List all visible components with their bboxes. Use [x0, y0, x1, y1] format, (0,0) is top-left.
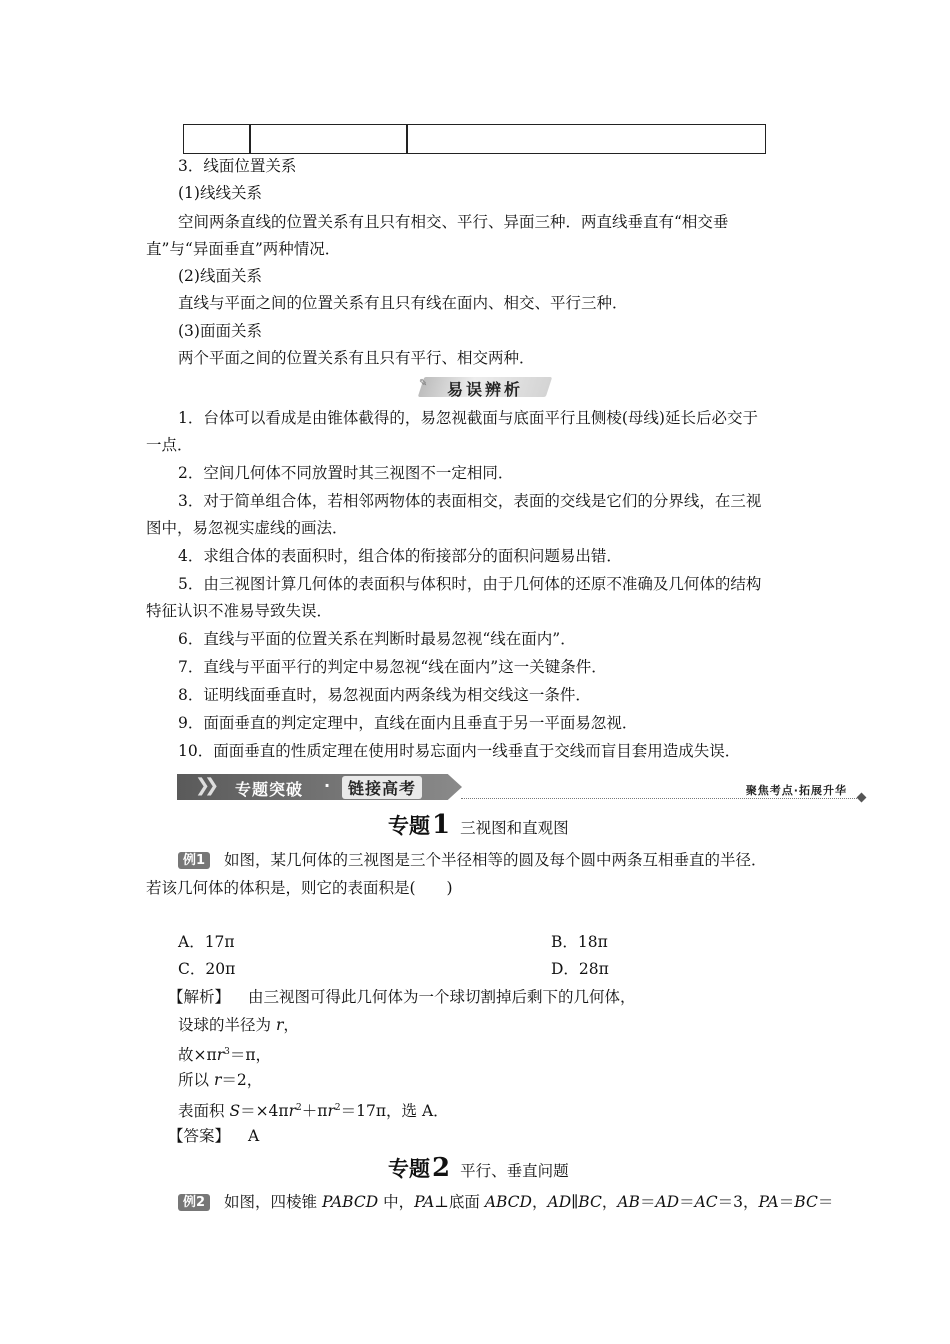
example-badge: 例2: [178, 1194, 210, 1211]
example-badge: 例1: [178, 852, 210, 869]
section-bar: [177, 774, 867, 800]
list-item: 9．面面垂直的判定定理中，直线在面内且垂直于另一平面易忽视．: [178, 714, 638, 732]
option-d: D．28π: [551, 960, 609, 978]
variable: PA: [414, 1193, 435, 1211]
question-text: ＝3，: [717, 1193, 759, 1211]
answer-label: 【答案】: [168, 1127, 231, 1145]
question-text: ＝: [679, 1193, 695, 1211]
exponent: 2: [334, 1103, 341, 1113]
topic-title: 平行、垂直问题: [460, 1162, 569, 1180]
table-fragment: [183, 124, 766, 154]
step-text: 故×π: [178, 1046, 217, 1065]
topic-number: 1: [432, 810, 451, 840]
double-chevron-icon: ❯❯: [195, 775, 214, 796]
answer-value: A: [248, 1127, 260, 1145]
exponent: 3: [224, 1047, 230, 1057]
option-b: B．18π: [551, 933, 608, 951]
list-item: 1．台体可以看成是由锥体截得的，易忽视截面与底面平行且侧棱(母线)延长后必交于: [178, 409, 758, 427]
example-question: [178, 850, 767, 870]
paragraph: 空间两条直线的位置关系有且只有相交、平行、异面三种．两直线垂直有“相交垂: [178, 213, 729, 231]
variable: ABCD: [484, 1193, 532, 1211]
question-text: ∥: [571, 1193, 579, 1211]
diamond-icon: [857, 793, 867, 803]
question-text: 如图，四棱锥: [224, 1193, 322, 1211]
question-text: 中，: [378, 1193, 415, 1211]
topic-number: 2: [432, 1153, 451, 1183]
subheading: (3)面面关系: [178, 322, 262, 340]
option-c: C．20π: [178, 960, 236, 978]
question-text: ，: [601, 1193, 618, 1211]
step-text: ＝17π，选 A．: [340, 1102, 449, 1121]
list-item: 图中，易忽视实虚线的画法．: [146, 519, 348, 537]
table-divider: [406, 125, 408, 153]
banner-title: 易误辨析: [446, 380, 523, 399]
step-text: ，: [283, 1016, 299, 1034]
solution-step: [178, 1070, 262, 1090]
step-text: 表面积: [178, 1102, 230, 1121]
paragraph: 直线与平面之间的位置关系有且只有线在面内、相交、平行三种．: [178, 294, 628, 312]
list-item: 一点．: [146, 436, 193, 454]
step-text: 设球的半径为: [178, 1016, 276, 1034]
section-heading: 3．线面位置关系: [178, 157, 297, 175]
variable: BC: [794, 1193, 818, 1211]
question-text: ＝: [778, 1193, 795, 1211]
variable: r: [275, 1016, 284, 1034]
list-item: 7．直线与平面平行的判定中易忽视“线在面内”这一关键条件．: [178, 658, 607, 676]
solution-step: [178, 1098, 449, 1121]
dotted-rule: [461, 798, 861, 799]
topic-title: 三视图和直观图: [460, 819, 569, 837]
variable: AB: [617, 1193, 640, 1211]
pen-icon: ✎: [419, 378, 428, 389]
analysis-label: 【解析】: [168, 988, 231, 1006]
list-item: 2．空间几何体不同放置时其三视图不一定相同．: [178, 464, 514, 482]
list-item: 6．直线与平面的位置关系在判断时最易忽视“线在面内”．: [178, 630, 576, 648]
analysis: [168, 987, 636, 1007]
variable: r: [213, 1071, 222, 1089]
variable: PA: [758, 1193, 779, 1211]
option-a: A．17π: [178, 933, 235, 951]
list-item: 4．求组合体的表面积时，组合体的衔接部分的面积问题易出错．: [178, 547, 622, 565]
solution-step: [178, 1042, 271, 1065]
list-item: 5．由三视图计算几何体的表面积与体积时，由于几何体的还原不准确及几何体的结构: [178, 575, 762, 593]
table-divider: [249, 125, 251, 153]
analysis-text: 由三视图可得此几何体为一个球切割掉后剩下的几何体，: [248, 988, 636, 1006]
step-text: ＝2，: [221, 1071, 263, 1089]
section-bar-dot: ·: [324, 776, 331, 795]
step-text: ＝π，: [229, 1046, 272, 1065]
solution-step: [178, 1015, 299, 1035]
topic-heading: [388, 1155, 569, 1184]
question-text: ⊥底面: [434, 1193, 485, 1211]
variable: S: [229, 1102, 241, 1121]
list-item: 8．证明线面垂直时，易忽视面内两条线为相交线这一条件．: [178, 686, 591, 704]
errors-banner: [405, 374, 555, 400]
example-question: [178, 1192, 833, 1212]
topic-label: 专题: [388, 814, 430, 838]
variable: PABCD: [321, 1193, 379, 1211]
section-bar-title: 专题突破: [235, 780, 304, 799]
step-text: 所以: [178, 1071, 214, 1089]
list-item: 特征认识不准易导致失误．: [146, 602, 333, 620]
subheading: (1)线线关系: [178, 184, 262, 202]
variable: BC: [578, 1193, 602, 1211]
exponent: 2: [296, 1103, 302, 1113]
paragraph: 直”与“异面垂直”两种情况．: [146, 240, 341, 258]
question-text: ＝: [639, 1193, 656, 1211]
question-text: 若该几何体的体积是，则它的表面积是( ): [146, 879, 453, 897]
answer: [168, 1126, 259, 1146]
section-bar-subtitle: 链接高考: [342, 776, 422, 799]
topic-heading: [388, 812, 569, 841]
variable: r: [216, 1046, 225, 1065]
variable: r: [327, 1102, 335, 1121]
step-text: ＝×4π: [240, 1102, 289, 1121]
topic-label: 专题: [388, 1157, 430, 1181]
question-text: ＝: [817, 1193, 834, 1211]
subheading: (2)线面关系: [178, 267, 262, 285]
variable: AC: [694, 1193, 718, 1211]
variable: r: [288, 1102, 297, 1121]
step-text: ＋π: [301, 1102, 328, 1121]
list-item: 3．对于简单组合体，若相邻两物体的表面相交，表面的交线是它们的分界线，在三视: [178, 492, 762, 510]
paragraph: 两个平面之间的位置关系有且只有平行、相交两种．: [178, 349, 535, 367]
question-text: 如图，某几何体的三视图是三个半径相等的圆及每个圆中两条互相垂直的半径．: [224, 851, 767, 869]
question-text: ，: [531, 1193, 548, 1211]
variable: AD: [547, 1193, 572, 1211]
list-item: 10．面面垂直的性质定理在使用时易忘面内一线垂直于交线而盲目套用造成失误．: [178, 742, 741, 760]
section-bar-tagline: 聚焦考点·拓展升华: [745, 784, 847, 797]
variable: AD: [655, 1193, 680, 1211]
